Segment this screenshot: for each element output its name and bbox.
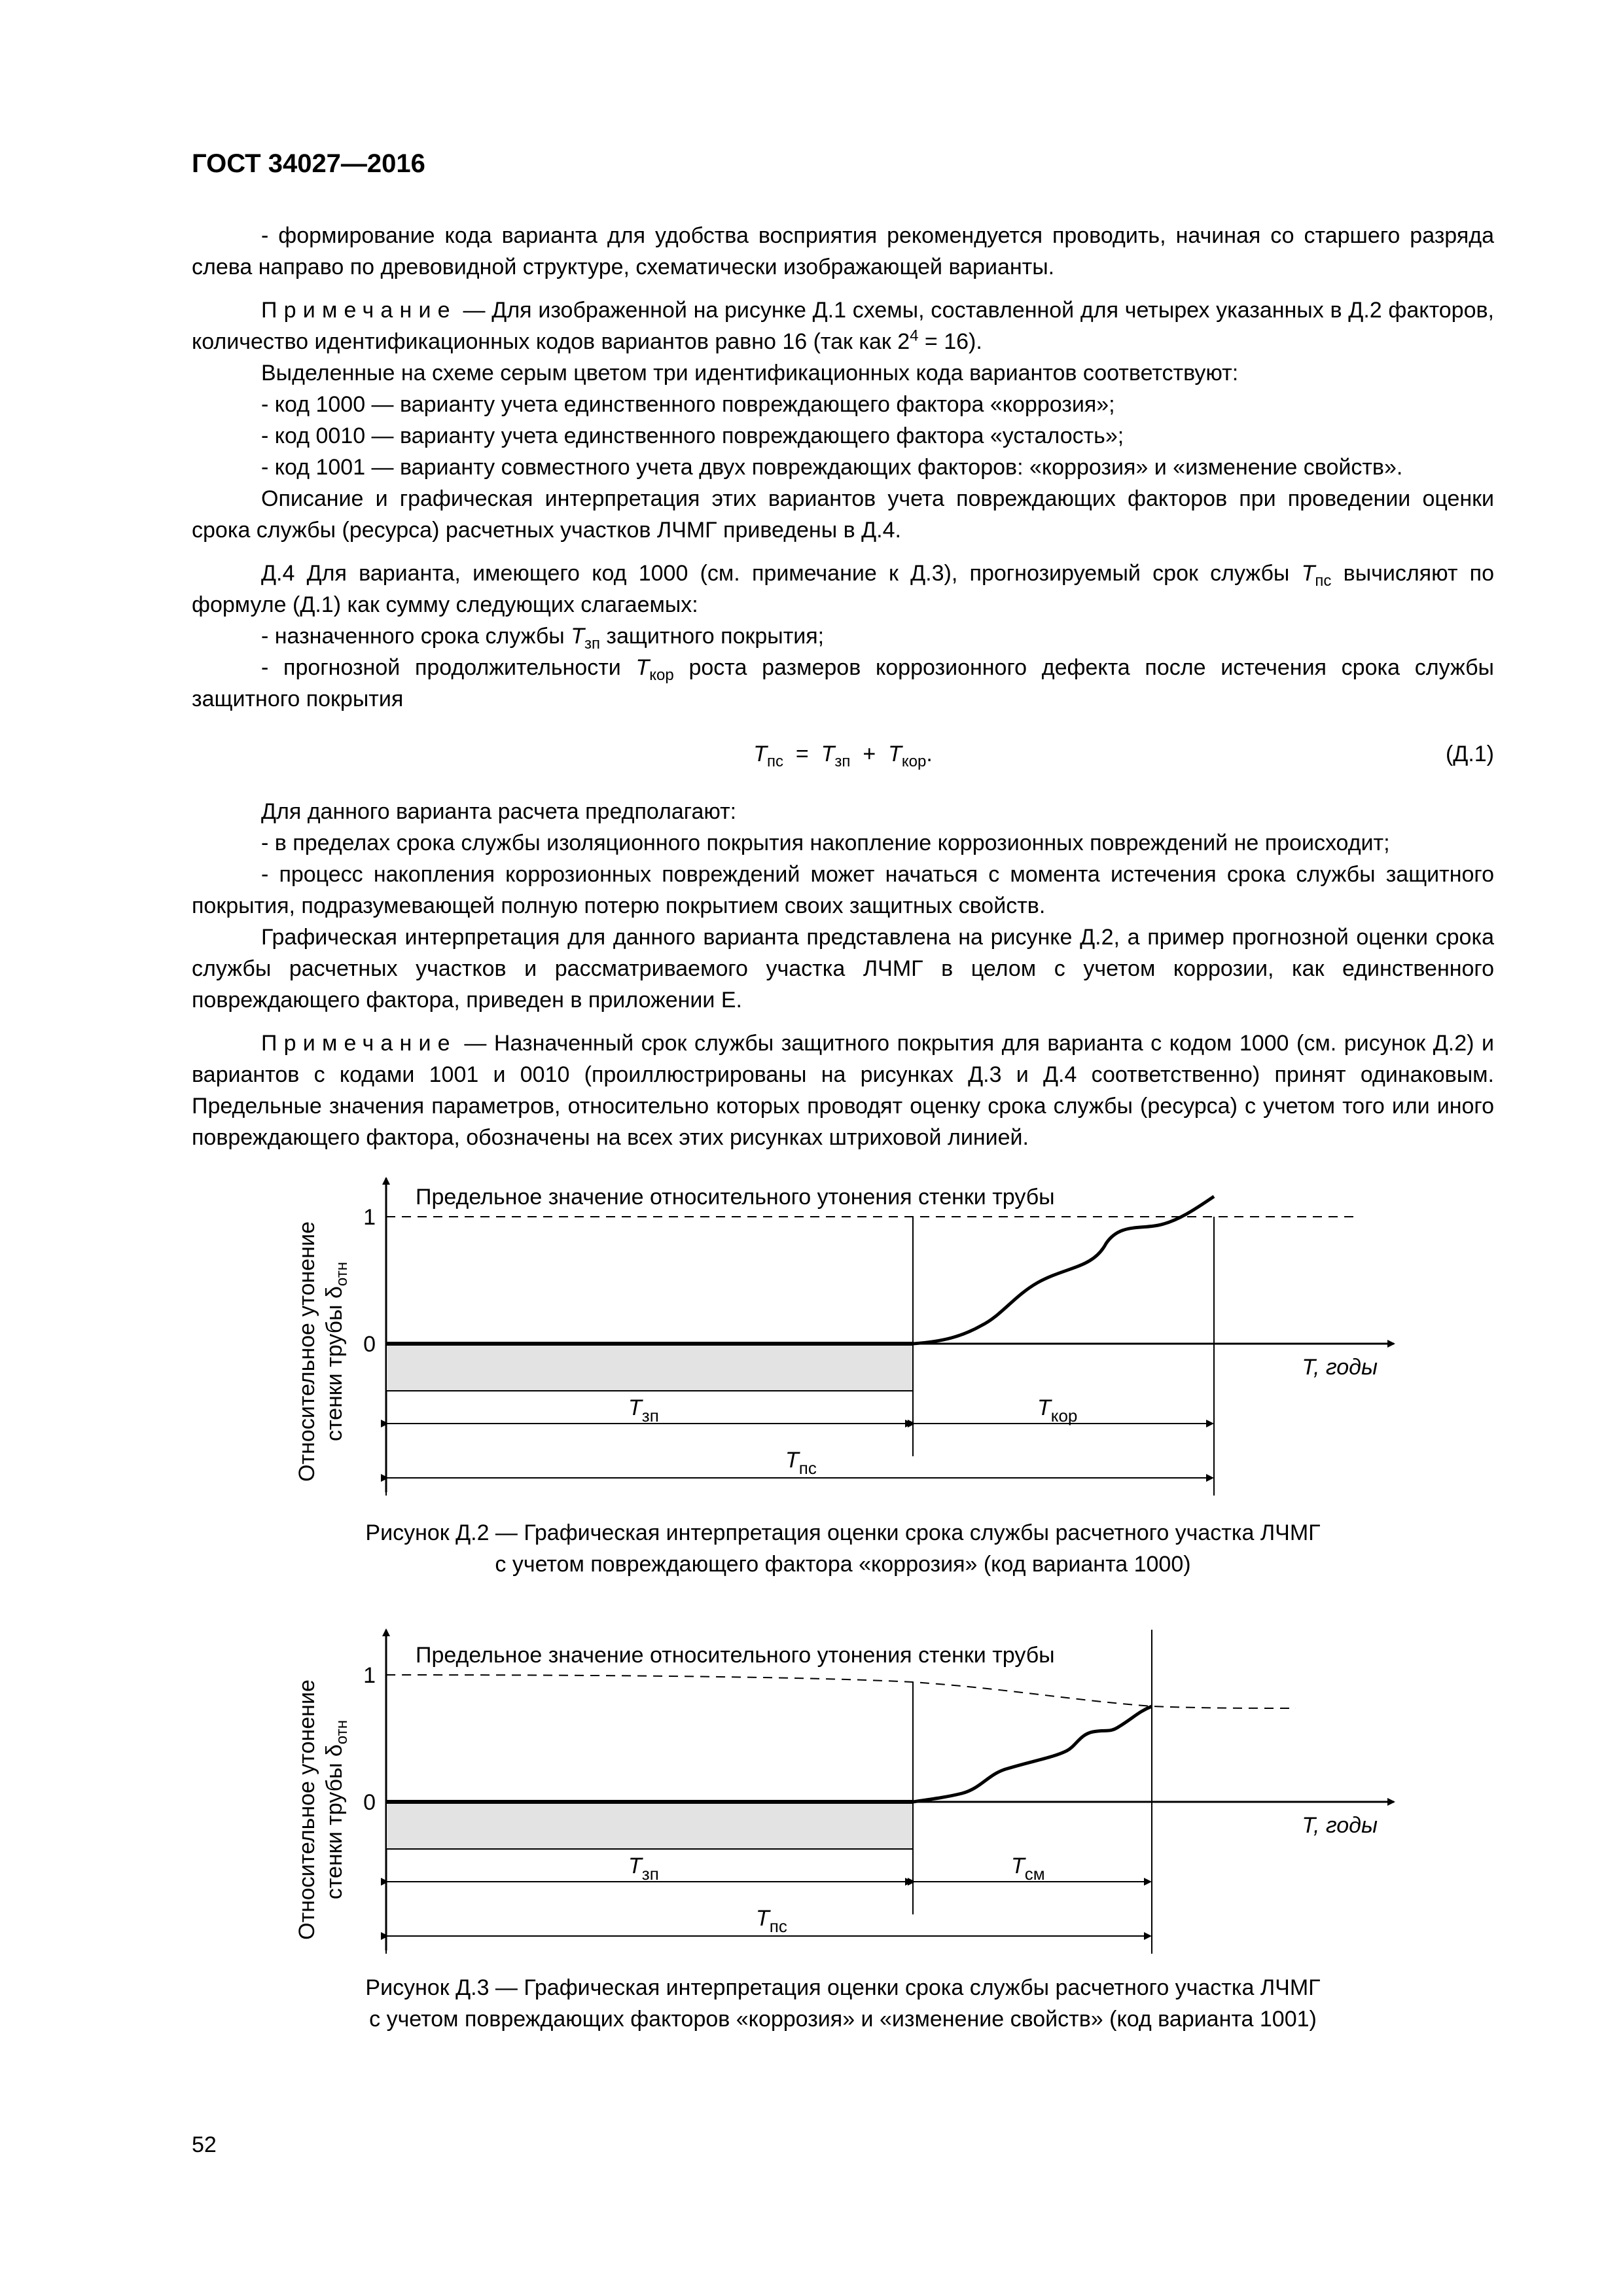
y-axis-label-line2: стенки трубы $\delta_{отн}$ xyxy=(322,1261,351,1442)
page-number: 52 xyxy=(192,2132,217,2157)
y-axis-label-line2: стенки трубы $\delta_{отн}$ xyxy=(322,1719,351,1900)
label-t-ps: $T_{пс}$ xyxy=(756,1906,787,1936)
page-header-title: ГОСТ 34027—2016 xyxy=(192,149,425,178)
paragraph: Выделенные на схеме серым цветом три идентификационных кода вариантов соответствуют: xyxy=(261,361,1239,386)
body-text xyxy=(192,220,1494,1153)
figure-d2 xyxy=(288,1158,1400,1525)
y-tick-0: 0 xyxy=(363,1332,376,1357)
clause-d4 xyxy=(192,558,1494,620)
superscript: 4 xyxy=(910,327,919,345)
paragraph: - код 1000 — варианту учета единственного повреждающего фактора «коррозия»; xyxy=(261,392,1115,417)
figure-d3-caption xyxy=(192,1972,1494,2035)
symbol-t: T xyxy=(1301,561,1315,586)
y-tick-1: 1 xyxy=(363,1205,376,1230)
text: защитного покрытия; xyxy=(599,624,825,649)
label-t-zp: $T_{зп}$ xyxy=(628,1395,659,1426)
limit-line-degrading xyxy=(386,1675,1296,1708)
caption-line: Рисунок Д.3 — Графическая интерпретация оценки срока службы расчетного участка ЛЧМГ xyxy=(365,1975,1321,2000)
formula-dot: . xyxy=(926,742,933,766)
paragraph: - код 1001 — варианту совместного учета двух повреждающих факторов: «коррозия» и «изменение свойств». xyxy=(261,455,1403,480)
subscript: пс xyxy=(1315,571,1332,590)
subscript: кор xyxy=(649,666,674,684)
figure-d3-graphic xyxy=(288,1617,1400,1983)
y-axis-label-line1: Относительное утонение xyxy=(294,1679,319,1940)
x-axis-label: T, годы xyxy=(1302,1355,1378,1380)
paragraph: Для данного варианта расчета предполагают: xyxy=(261,799,737,824)
symbol-t: T xyxy=(571,624,584,649)
symbol-t: T xyxy=(888,742,902,766)
figure-d3 xyxy=(288,1617,1400,1983)
caption-line: с учетом повреждающих факторов «коррозия» и «изменение свойств» (код варианта 1001) xyxy=(369,2007,1317,2032)
label-t-sm: $T_{см}$ xyxy=(1011,1854,1045,1884)
label-t-zp: $T_{зп}$ xyxy=(628,1854,659,1884)
note-label: Примечание xyxy=(261,1031,457,1056)
figure-d2-graphic xyxy=(288,1158,1400,1525)
formula-number: (Д.1) xyxy=(1445,742,1494,766)
text: - назначенного срока службы xyxy=(261,624,571,649)
y-axis-label-line1: Относительное утонение xyxy=(294,1221,319,1482)
equals-sign: = xyxy=(795,742,809,766)
limit-label: Предельное значение относительного утонения стенки трубы xyxy=(416,1185,1055,1210)
text: роста размеров коррозионного дефекта после истечения срока службы защитного покрытия xyxy=(192,655,1494,711)
paragraph xyxy=(192,620,1494,652)
paragraph: - в пределах срока службы изоляционного покрытия накопление коррозионных повреждений не происходит; xyxy=(261,831,1390,855)
symbol-t: T xyxy=(753,742,767,766)
paragraph: - формирование кода варианта для удобства восприятия рекомендуется проводить, начиная со старшего разряда слева направо по древовидной структуре, схематически изображающей варианты. xyxy=(192,223,1494,279)
note-text: — Для изображенной на рисунке Д.1 схемы, составленной для четырех указанных в Д.2 факторов, количество идентификационных кодов вариантов равно 16 (так как 2 xyxy=(192,298,1494,354)
clause-text: вычисляют по формуле (Д.1) как сумму следующих слагаемых: xyxy=(192,561,1494,617)
text: - прогнозной продолжительности xyxy=(261,655,636,680)
coating-service-area xyxy=(386,1345,913,1391)
note-text: = 16). xyxy=(918,329,982,354)
symbol-t: T xyxy=(635,655,650,680)
paragraph xyxy=(192,652,1494,715)
corrosion-curve xyxy=(913,1196,1214,1344)
paragraph: Описание и графическая интерпретация этих вариантов учета повреждающих факторов при проведении оценки срока службы (ресурса) расчетных участков ЛЧМГ приведены в Д.4. xyxy=(192,486,1494,543)
caption-line: с учетом повреждающего фактора «коррозия» (код варианта 1000) xyxy=(495,1552,1191,1577)
damage-curve xyxy=(913,1706,1152,1802)
subscript: пс xyxy=(766,752,783,770)
label-t-ps: $T_{пс}$ xyxy=(785,1448,817,1478)
note-2 xyxy=(192,1028,1494,1153)
coating-service-area xyxy=(386,1803,913,1849)
paragraph: - код 0010 — варианту учета единственного повреждающего фактора «усталость»; xyxy=(261,423,1124,448)
paragraph: - процесс накопления коррозионных повреждений может начаться с момента истечения срока службы защитного покрытия, подразумевающей полную потерю покрытием своих защитных свойств. xyxy=(192,862,1494,918)
subscript: зп xyxy=(834,752,851,770)
formula-row xyxy=(192,738,1494,770)
y-tick-0: 0 xyxy=(363,1790,376,1815)
formula xyxy=(192,738,1494,770)
subscript: кор xyxy=(901,752,927,770)
subscript: зп xyxy=(584,634,600,653)
note-label: Примечание xyxy=(261,298,457,323)
x-axis-label: T, годы xyxy=(1302,1813,1378,1838)
symbol-t: T xyxy=(821,742,835,766)
clause-text: Д.4 Для варианта, имеющего код 1000 (см. примечание к Д.3), прогнозируемый срок службы xyxy=(261,561,1302,586)
note-1 xyxy=(192,295,1494,357)
figure-d2-caption xyxy=(192,1517,1494,1580)
label-t-kor: $T_{кор}$ xyxy=(1037,1395,1078,1426)
paragraph: Графическая интерпретация для данного варианта представлена на рисунке Д.2, а пример прогнозной оценки срока службы расчетных участков и рассматриваемого участка ЛЧМГ в целом с учетом коррозии, как единственного повреждающего фактора, приведен в приложении Е. xyxy=(192,925,1494,1013)
plus-sign: + xyxy=(863,742,876,766)
caption-line: Рисунок Д.2 — Графическая интерпретация оценки срока службы расчетного участка ЛЧМГ xyxy=(365,1520,1321,1545)
limit-label: Предельное значение относительного утонения стенки трубы xyxy=(416,1643,1055,1668)
y-tick-1: 1 xyxy=(363,1663,376,1688)
note-text: — Назначенный срок службы защитного покрытия для варианта с кодом 1000 (см. рисунок Д.2) и вариантов с кодами 1001 и 0010 (проиллюстрированы на рисунках Д.3 и Д.4 соответственно) принят одинаковым. Предельные значения параметров, относительно которых проводят оценку срока службы (ресурса) с учетом того или иного повреждающего фактора, обозначены на всех этих рисунках штриховой линией. xyxy=(192,1031,1494,1150)
